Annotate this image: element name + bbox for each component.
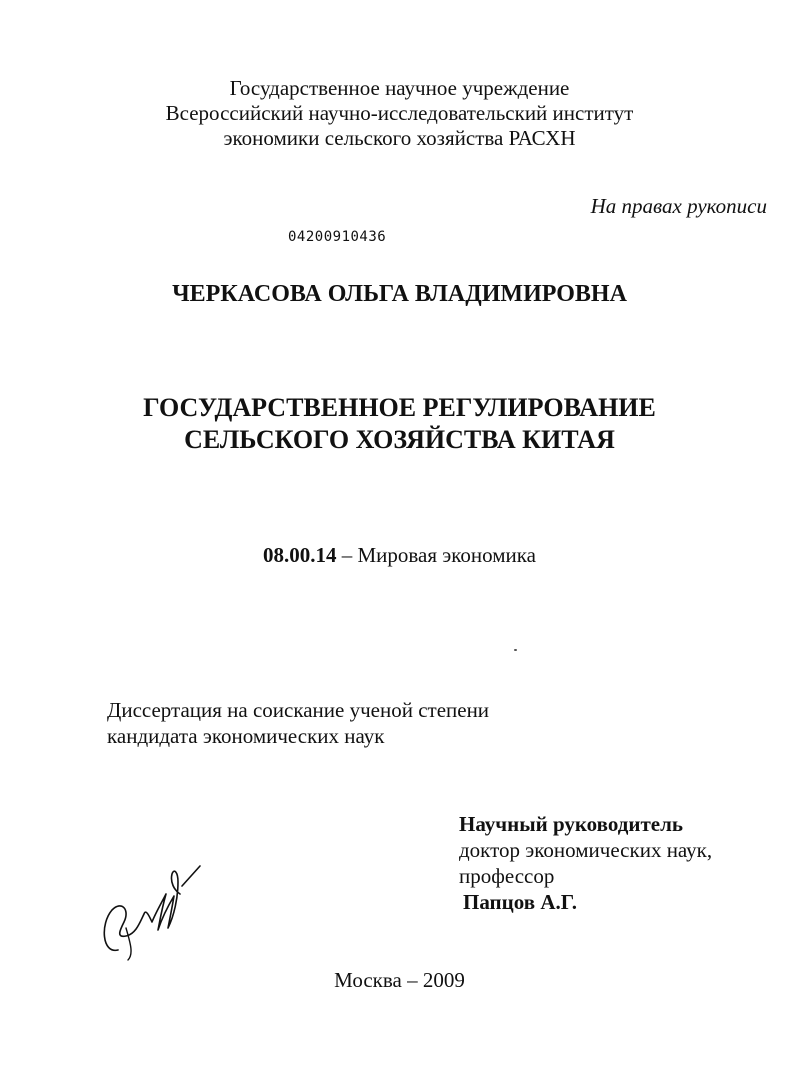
place-year: Москва – 2009 [334, 968, 465, 992]
supervisor-block [459, 811, 712, 915]
institution-line-2: Всероссийский научно-исследовательский институт [165, 101, 634, 125]
supervisor-heading: Научный руководитель [459, 812, 683, 836]
supervisor-degree: доктор экономических наук, [459, 838, 713, 862]
institution-block [0, 76, 799, 151]
specialty-separator: – [336, 543, 358, 567]
dissertation-title [0, 392, 799, 456]
degree-block [107, 697, 489, 749]
specialty-code: 08.00.14 [263, 543, 337, 567]
title-line-2: СЕЛЬСКОГО ХОЗЯЙСТВА КИТАЯ [184, 425, 615, 454]
specialty-name: Мировая экономика [357, 543, 536, 567]
handwritten-signature [96, 858, 206, 963]
degree-line-2: кандидата экономических наук [107, 724, 385, 748]
registry-code: 04200910436 [288, 229, 387, 245]
supervisor-rank: профессор [459, 864, 555, 888]
specialty [0, 543, 799, 568]
scan-speck [514, 649, 517, 651]
institution-line-1: Государственное научное учреждение [229, 76, 570, 100]
institution-line-3: экономики сельского хозяйства РАСХН [223, 126, 576, 150]
title-line-1: ГОСУДАРСТВЕННОЕ РЕГУЛИРОВАНИЕ [143, 393, 656, 422]
degree-line-1: Диссертация на соискание ученой степени [107, 698, 490, 722]
rights-note: На правах рукописи [590, 194, 767, 218]
supervisor-name: Папцов А.Г. [463, 890, 577, 914]
author-name: ЧЕРКАСОВА ОЛЬГА ВЛАДИМИРОВНА [172, 281, 627, 307]
